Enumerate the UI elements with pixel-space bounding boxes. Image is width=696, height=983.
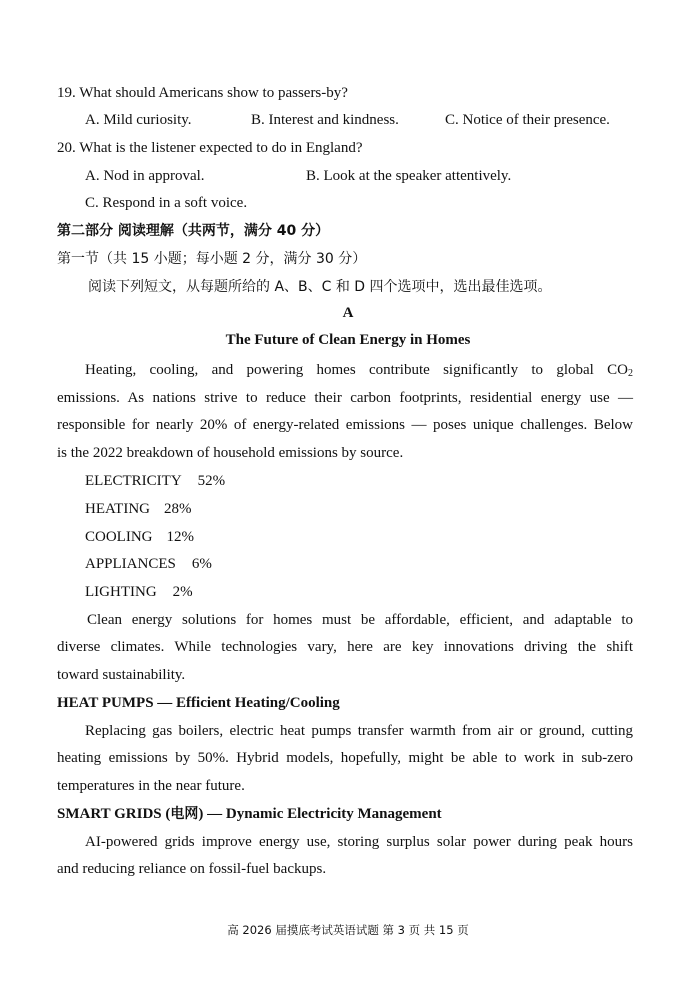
breakdown-label: LIGHTING (85, 584, 157, 600)
breakdown-label: APPLIANCES (85, 556, 176, 572)
paragraph-2-line-3: toward sustainability. (57, 667, 186, 683)
question-19-option-a: A. Mild curiosity. (85, 112, 192, 128)
smart-grids-heading: SMART GRIDS (电网) — Dynamic Electricity Management (57, 806, 442, 822)
paragraph-1-line-3: responsible for nearly 20% of energy-related emissions — poses unique challenges. Below (57, 417, 633, 433)
breakdown-value: 28% (164, 501, 192, 517)
breakdown-value: 52% (197, 473, 226, 489)
paragraph-1-line-4: is the 2022 breakdown of household emissions by source. (57, 445, 404, 461)
paragraph-2-line-2: diverse climates. While technologies vary, here are key innovations driving the shift (57, 639, 633, 655)
paragraph-2-line-1: Clean energy solutions for homes must be affordable, efficient, and adaptable to (87, 612, 633, 628)
section1-heading: 第一节（共 15 小题；每小题 2 分，满分 30 分） (57, 251, 367, 267)
smart-grids-line-1: AI-powered grids improve energy use, storing surplus solar power during peak hours (85, 834, 633, 850)
heat-pumps-heading: HEAT PUMPS — Efficient Heating/Cooling (57, 695, 340, 711)
smart-grids-line-2: and reducing reliance on fossil-fuel backups. (57, 861, 327, 877)
passage-letter: A (342, 305, 354, 321)
question-19-option-b: B. Interest and kindness. (251, 112, 399, 128)
breakdown-row (85, 582, 193, 602)
breakdown-label: ELECTRICITY (85, 473, 182, 489)
breakdown-row (85, 527, 194, 547)
breakdown-value: 2% (172, 584, 193, 600)
part2-heading: 第二部分 阅读理解（共两节，满分 40 分） (57, 223, 330, 239)
paragraph-1-line-2: emissions. As nations strive to reduce their carbon footprints, residential energy use — (57, 390, 633, 406)
reading-instruction: 阅读下列短文，从每题所给的 A、B、C 和 D 四个选项中，选出最佳选项。 (88, 279, 552, 295)
question-20-option-b: B. Look at the speaker attentively. (306, 168, 512, 184)
breakdown-row (85, 499, 192, 519)
question-20-stem: 20. What is the listener expected to do in England? (57, 140, 363, 156)
heat-pumps-line-3: temperatures in the near future. (57, 778, 245, 794)
heat-pumps-line-1: Replacing gas boilers, electric heat pumps transfer warmth from air or ground, cutting (85, 723, 633, 739)
breakdown-row (85, 471, 225, 491)
question-19-stem: 19. What should Americans show to passers-by? (57, 85, 348, 101)
breakdown-row (85, 554, 212, 574)
passage-title: The Future of Clean Energy in Homes (225, 332, 471, 348)
breakdown-label: HEATING (85, 501, 150, 517)
heat-pumps-line-2: heating emissions by 50%. Hybrid models, hopefully, might be able to work in sub-zero (57, 750, 633, 766)
question-20-option-a: A. Nod in approval. (85, 168, 205, 184)
breakdown-value: 6% (191, 556, 212, 572)
page-footer: 高 2026 届摸底考试英语试题 第 3 页 共 15 页 (227, 923, 469, 937)
breakdown-value: 12% (166, 529, 194, 545)
paragraph-1-line-1: Heating, cooling, and powering homes contribute significantly to global $CO_2$ (85, 362, 633, 379)
question-20-option-c: C. Respond in a soft voice. (85, 195, 248, 211)
breakdown-label: COOLING (85, 529, 153, 545)
question-19-option-c: C. Notice of their presence. (445, 112, 610, 128)
